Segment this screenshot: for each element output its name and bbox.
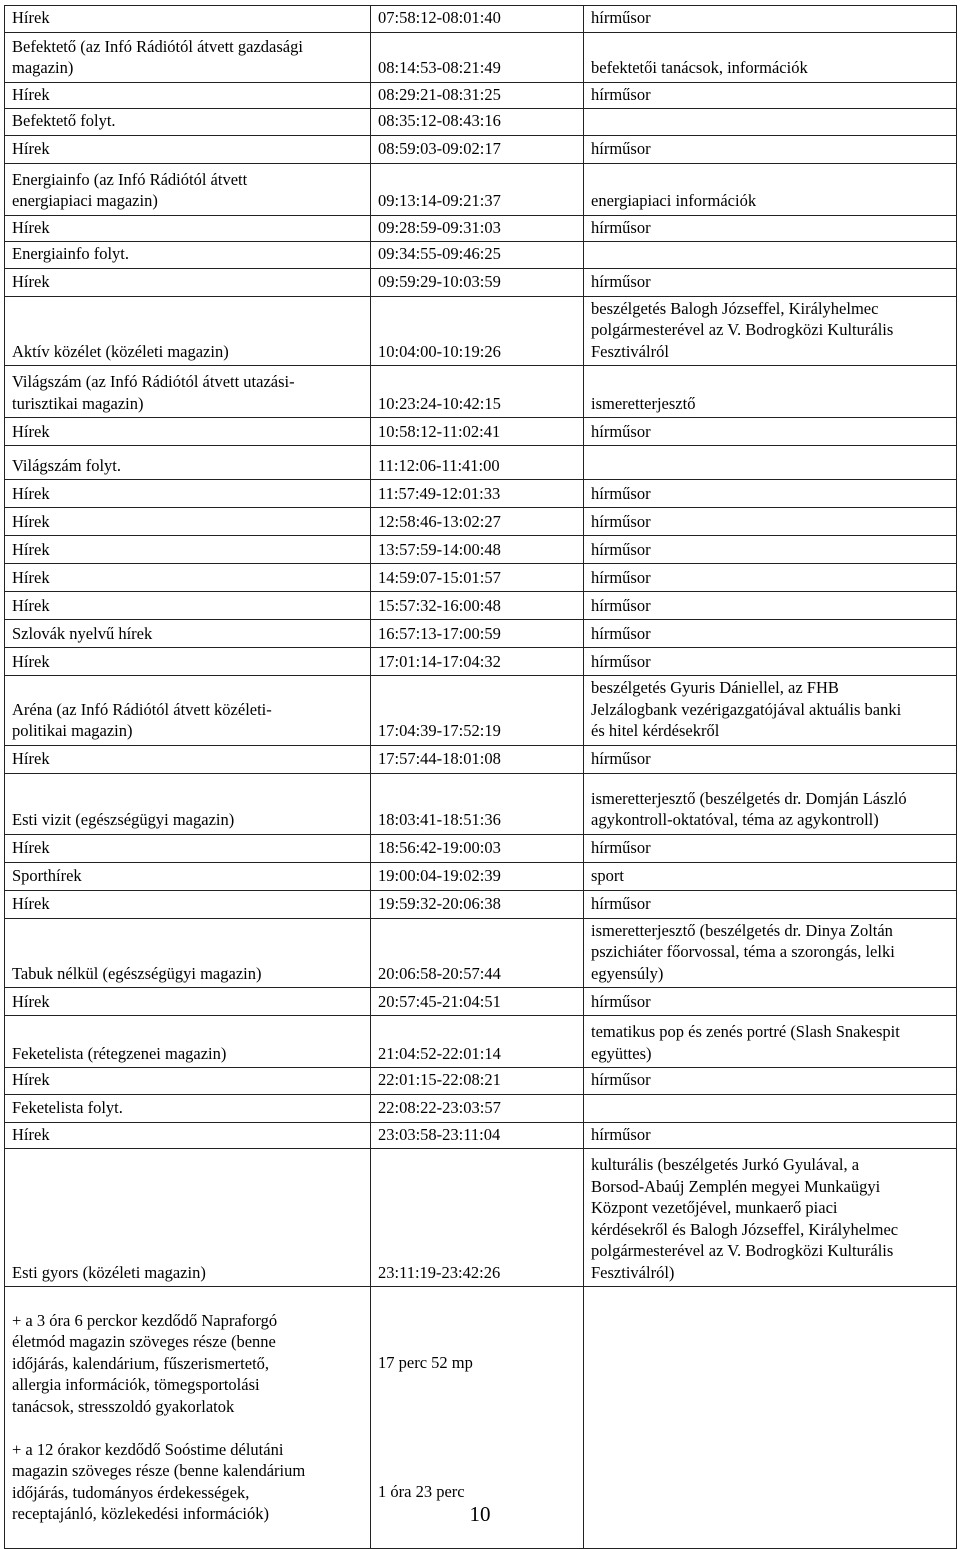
- program-name-cell: Hírek: [5, 1068, 371, 1095]
- program-name-cell: Hírek: [5, 82, 371, 109]
- broadcast-time-cell: 09:13:14-09:21:37: [371, 163, 584, 215]
- broadcast-time-cell: 16:57:13-17:00:59: [371, 620, 584, 648]
- broadcast-schedule-table: [4, 5, 957, 1549]
- table-row: [5, 446, 957, 480]
- program-name-cell: Tabuk nélkül (egészségügyi magazin): [5, 918, 371, 988]
- program-type-cell: hírműsor: [584, 592, 957, 620]
- broadcast-time-cell: 09:34:55-09:46:25: [371, 242, 584, 269]
- broadcast-time-cell: 11:57:49-12:01:33: [371, 480, 584, 508]
- table-row: [5, 564, 957, 592]
- table-row: [5, 988, 957, 1016]
- program-name-cell: Hírek: [5, 648, 371, 676]
- table-row: [5, 296, 957, 366]
- napraforgo-duration: 17 perc 52 mp: [378, 1352, 473, 1372]
- table-row: [5, 648, 957, 676]
- program-name-cell: Hírek: [5, 1122, 371, 1149]
- broadcast-time-cell: 22:01:15-22:08:21: [371, 1068, 584, 1095]
- program-type-cell: [584, 1094, 957, 1122]
- table-row: [5, 918, 957, 988]
- table-row: [5, 1122, 957, 1149]
- program-name-cell: Hírek: [5, 536, 371, 564]
- table-row: [5, 82, 957, 109]
- program-name-cell: Szlovák nyelvű hírek: [5, 620, 371, 648]
- broadcast-time-cell: 23:11:19-23:42:26: [371, 1149, 584, 1287]
- broadcast-time-cell: 08:14:53-08:21:49: [371, 32, 584, 82]
- program-type-cell: [584, 109, 957, 136]
- table-row: [5, 834, 957, 862]
- broadcast-time-cell: 10:58:12-11:02:41: [371, 418, 584, 446]
- program-type-cell: hírműsor: [584, 745, 957, 773]
- broadcast-time-cell: 10:04:00-10:19:26: [371, 296, 584, 366]
- broadcast-time-cell: 20:57:45-21:04:51: [371, 988, 584, 1016]
- program-type-cell: hírműsor: [584, 135, 957, 163]
- broadcast-time-cell: 08:35:12-08:43:16: [371, 109, 584, 136]
- program-name-cell: Hírek: [5, 215, 371, 242]
- table-row: [5, 862, 957, 890]
- program-type-cell: ismeretterjesztő: [584, 366, 957, 418]
- program-name-cell: Világszám folyt.: [5, 446, 371, 480]
- broadcast-time-cell: 17:57:44-18:01:08: [371, 745, 584, 773]
- table-row: [5, 163, 957, 215]
- program-type-cell: hírműsor: [584, 834, 957, 862]
- broadcast-time-cell: 15:57:32-16:00:48: [371, 592, 584, 620]
- table-row: [5, 1068, 957, 1095]
- program-type-cell: hírműsor: [584, 648, 957, 676]
- program-type-cell: hírműsor: [584, 215, 957, 242]
- table-row: [5, 480, 957, 508]
- program-name-cell: Hírek: [5, 268, 371, 296]
- broadcast-time-cell: 17:04:39-17:52:19: [371, 676, 584, 746]
- program-name-cell: Hírek: [5, 418, 371, 446]
- program-type-cell: sport: [584, 862, 957, 890]
- broadcast-time-cell: 07:58:12-08:01:40: [371, 6, 584, 33]
- broadcast-time-cell: 09:59:29-10:03:59: [371, 268, 584, 296]
- program-type-cell: kulturális (beszélgetés Jurkó Gyulával, a Borsod-Abaúj Zemplén megyei Munkaügyi Központ vezetőjével, munkaerő piaci kérdésekről és Balogh Józseffel, Királyhelmec polgármesterével az V. Bodrogközi Kulturális Fesztiválról): [584, 1149, 957, 1287]
- table-row: [5, 508, 957, 536]
- table-row: [5, 135, 957, 163]
- table-row: [5, 215, 957, 242]
- broadcast-time-cell: 08:59:03-09:02:17: [371, 135, 584, 163]
- broadcast-time-cell: 18:56:42-19:00:03: [371, 834, 584, 862]
- broadcast-time-cell: 23:03:58-23:11:04: [371, 1122, 584, 1149]
- table-row: [5, 1149, 957, 1287]
- broadcast-time-cell: 22:08:22-23:03:57: [371, 1094, 584, 1122]
- table-row: [5, 366, 957, 418]
- sooistime-note: + a 12 órakor kezdődő Soóstime délutáni magazin szöveges része (benne kalendárium időjárás, tudományos érdekességek, receptajánló, közlekedési információk): [12, 1439, 306, 1523]
- program-name-cell: Befektető folyt.: [5, 109, 371, 136]
- program-name-cell: Sporthírek: [5, 862, 371, 890]
- program-name-cell: Esti gyors (közéleti magazin): [5, 1149, 371, 1287]
- table-row: [5, 242, 957, 269]
- program-name-cell: Aréna (az Infó Rádiótól átvett közéleti- politikai magazin): [5, 676, 371, 746]
- broadcast-time-cell: 08:29:21-08:31:25: [371, 82, 584, 109]
- program-name-cell: Hírek: [5, 745, 371, 773]
- broadcast-time-cell: 11:12:06-11:41:00: [371, 446, 584, 480]
- program-type-cell: befektetői tanácsok, információk: [584, 32, 957, 82]
- program-type-cell: hírműsor: [584, 1068, 957, 1095]
- program-name-cell: Hírek: [5, 890, 371, 918]
- table-row: [5, 745, 957, 773]
- program-type-cell: hírműsor: [584, 82, 957, 109]
- program-type-cell: energiapiaci információk: [584, 163, 957, 215]
- program-name-cell: Energiainfo (az Infó Rádiótól átvett energiapiaci magazin): [5, 163, 371, 215]
- program-type-cell: hírműsor: [584, 890, 957, 918]
- table-row: [5, 676, 957, 746]
- program-type-cell: ismeretterjesztő (beszélgetés dr. Dinya Zoltán pszichiáter főorvossal, téma a szorongás, lelki egyensúly): [584, 918, 957, 988]
- table-row: [5, 418, 957, 446]
- program-name-cell: Feketelista folyt.: [5, 1094, 371, 1122]
- program-type-cell: hírműsor: [584, 418, 957, 446]
- program-name-cell: Esti vizit (egészségügyi magazin): [5, 773, 371, 834]
- program-type-cell: hírműsor: [584, 536, 957, 564]
- schedule-body: [5, 6, 957, 1549]
- broadcast-time-cell: 09:28:59-09:31:03: [371, 215, 584, 242]
- table-row: [5, 1094, 957, 1122]
- program-type-cell: [584, 446, 957, 480]
- broadcast-time-cell: 21:04:52-22:01:14: [371, 1016, 584, 1068]
- program-name-cell: Hírek: [5, 135, 371, 163]
- program-name-cell: Hírek: [5, 6, 371, 33]
- table-row: [5, 109, 957, 136]
- broadcast-time-cell: 18:03:41-18:51:36: [371, 773, 584, 834]
- table-row: [5, 592, 957, 620]
- program-name-cell: Befektető (az Infó Rádiótól átvett gazdasági magazin): [5, 32, 371, 82]
- table-row: [5, 536, 957, 564]
- program-type-cell: tematikus pop és zenés portré (Slash Snakespit együttes): [584, 1016, 957, 1068]
- napraforgo-note: + a 3 óra 6 perckor kezdődő Napraforgó életmód magazin szöveges része (benne időjárás, kalendárium, fűszerismertető, allergia információk, tömegsportolási tanácsok, stresszoldó gyakorlatok: [12, 1310, 278, 1416]
- program-name-cell: Hírek: [5, 592, 371, 620]
- program-type-cell: hírműsor: [584, 480, 957, 508]
- program-type-cell: hírműsor: [584, 564, 957, 592]
- program-name-cell: Feketelista (rétegzenei magazin): [5, 1016, 371, 1068]
- broadcast-time-cell: 14:59:07-15:01:57: [371, 564, 584, 592]
- program-type-cell: ismeretterjesztő (beszélgetés dr. Domján László agykontroll-oktatóval, téma az agykontroll): [584, 773, 957, 834]
- program-name-cell: Hírek: [5, 480, 371, 508]
- page-number: 10: [469, 1502, 491, 1526]
- table-row: [5, 1016, 957, 1068]
- broadcast-time-cell: 20:06:58-20:57:44: [371, 918, 584, 988]
- program-name-cell: Hírek: [5, 508, 371, 536]
- table-row: [5, 890, 957, 918]
- sooistime-duration: 1 óra 23 perc: [378, 1481, 465, 1501]
- table-row: [5, 268, 957, 296]
- program-name-cell: Hírek: [5, 834, 371, 862]
- table-row: [5, 773, 957, 834]
- broadcast-time-cell: 10:23:24-10:42:15: [371, 366, 584, 418]
- table-row: [5, 6, 957, 33]
- program-type-cell: hírműsor: [584, 508, 957, 536]
- broadcast-time-cell: 13:57:59-14:00:48: [371, 536, 584, 564]
- broadcast-time-cell: 12:58:46-13:02:27: [371, 508, 584, 536]
- program-name-cell: Aktív közélet (közéleti magazin): [5, 296, 371, 366]
- program-type-cell: beszélgetés Balogh Józseffel, Királyhelmec polgármesterével az V. Bodrogközi Kulturális Fesztiválról: [584, 296, 957, 366]
- program-type-cell: hírműsor: [584, 6, 957, 33]
- program-type-cell: beszélgetés Gyuris Dániellel, az FHB Jelzálogbank vezérigazgatójával aktuális banki és hitel kérdésekről: [584, 676, 957, 746]
- program-name-cell: Hírek: [5, 988, 371, 1016]
- program-type-cell: hírműsor: [584, 988, 957, 1016]
- program-name-cell: Hírek: [5, 564, 371, 592]
- program-name-cell: Világszám (az Infó Rádiótól átvett utazási- turisztikai magazin): [5, 366, 371, 418]
- broadcast-time-cell: 19:00:04-19:02:39: [371, 862, 584, 890]
- program-type-cell: [584, 242, 957, 269]
- broadcast-time-cell: 17:01:14-17:04:32: [371, 648, 584, 676]
- program-type-cell: hírműsor: [584, 268, 957, 296]
- broadcast-time-cell: 19:59:32-20:06:38: [371, 890, 584, 918]
- program-type-cell: hírműsor: [584, 1122, 957, 1149]
- table-row: [5, 32, 957, 82]
- table-row: [5, 620, 957, 648]
- program-type-cell: hírműsor: [584, 620, 957, 648]
- program-name-cell: Energiainfo folyt.: [5, 242, 371, 269]
